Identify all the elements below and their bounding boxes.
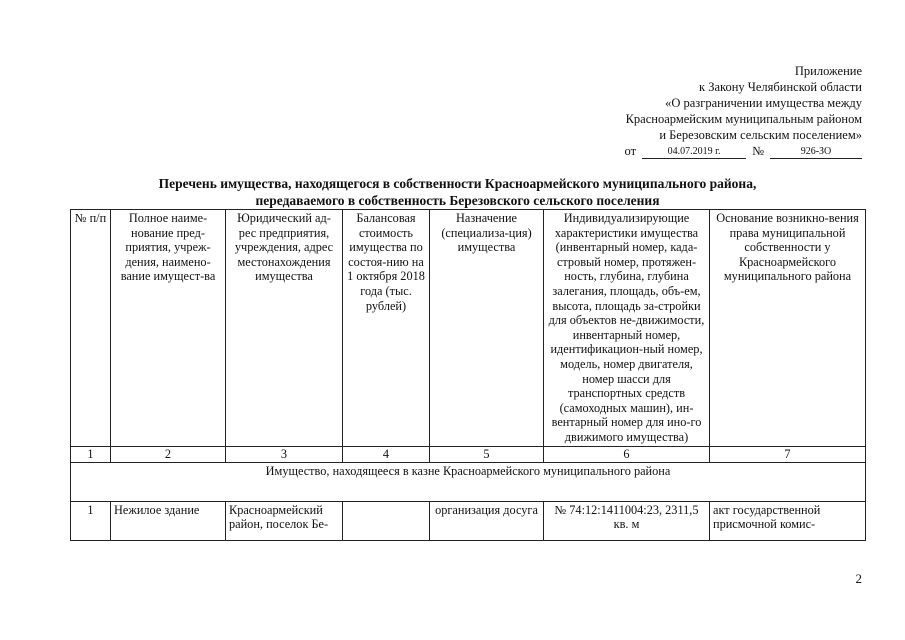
table-row	[71, 501, 866, 540]
column-number: 4	[343, 446, 430, 462]
header-cell: Юридический ад-рес предприятия, учреждения, адрес местонахождения имущества	[226, 210, 343, 447]
header-cell: Балансовая стоимость имущества по состоя-нию на 1 октября 2018 года (тыс. рублей)	[343, 210, 430, 447]
law-number: 926-ЗО	[770, 146, 862, 159]
column-number: 7	[710, 446, 866, 462]
header-cell: Основание возникно-вения права муниципальной собственности у Красноармейского муниципального района	[710, 210, 866, 447]
appendix-block	[502, 63, 862, 159]
table-header-row	[71, 210, 866, 447]
appendix-line: «О разграничении имущества между	[665, 96, 862, 110]
row-number: 1	[71, 501, 111, 540]
column-number: 2	[111, 446, 226, 462]
section-title: Имущество, находящееся в казне Красноармейского муниципального района	[71, 462, 866, 501]
header-cell: № п/п	[71, 210, 111, 447]
row-purpose: организация досуга	[430, 501, 544, 540]
property-table	[70, 209, 866, 541]
column-number-row	[71, 446, 866, 462]
law-date: 04.07.2019 г.	[642, 146, 746, 159]
column-number: 5	[430, 446, 544, 462]
row-basis: акт государственной присмочной комис-	[710, 501, 866, 540]
title-line-1: Перечень имущества, находящегося в собственности Красноармейского муниципального района,	[158, 176, 757, 191]
header-cell: Индивидуализирующие характеристики имущества (инвентарный номер, када-стровый номер, протяжен-ность, глубина, глубина залегания, площадь, объ-ем, высота, площадь за-стройки для объектов не-движимости, инвентарный номер, идентификацион-ный номер, модель, номер двигателя, номер шасси для транспортных средств (самоходных машин), ин-вентарный номер для ино-го движимого имущества)	[544, 210, 710, 447]
row-address: Красноармейский район, поселок Бе-	[226, 501, 343, 540]
appendix-line: Приложение	[794, 64, 862, 78]
header-cell: Полное наиме-нование пред-приятия, учреж-дения, наимено-вание имущест-ва	[111, 210, 226, 447]
column-number: 3	[226, 446, 343, 462]
document-title	[95, 175, 820, 209]
title-line-2: передаваемого в собственность Березовского сельского поселения	[255, 193, 660, 208]
row-characteristics: № 74:12:1411004:23, 2311,5 кв. м	[544, 501, 710, 540]
column-number: 6	[544, 446, 710, 462]
column-number: 1	[71, 446, 111, 462]
page-number: 2	[855, 571, 862, 586]
header-cell: Назначение (специализа-ция) имущества	[430, 210, 544, 447]
appendix-line: Красноармейским муниципальным районом	[625, 112, 862, 126]
law-date-number	[502, 143, 862, 159]
row-name: Нежилое здание	[111, 501, 226, 540]
row-value	[343, 501, 430, 540]
appendix-line: и Березовским сельским поселением»	[659, 128, 862, 142]
appendix-line: к Закону Челябинской области	[699, 80, 862, 94]
from-label: от	[624, 144, 637, 158]
number-label: №	[752, 144, 764, 158]
section-row	[71, 462, 866, 501]
